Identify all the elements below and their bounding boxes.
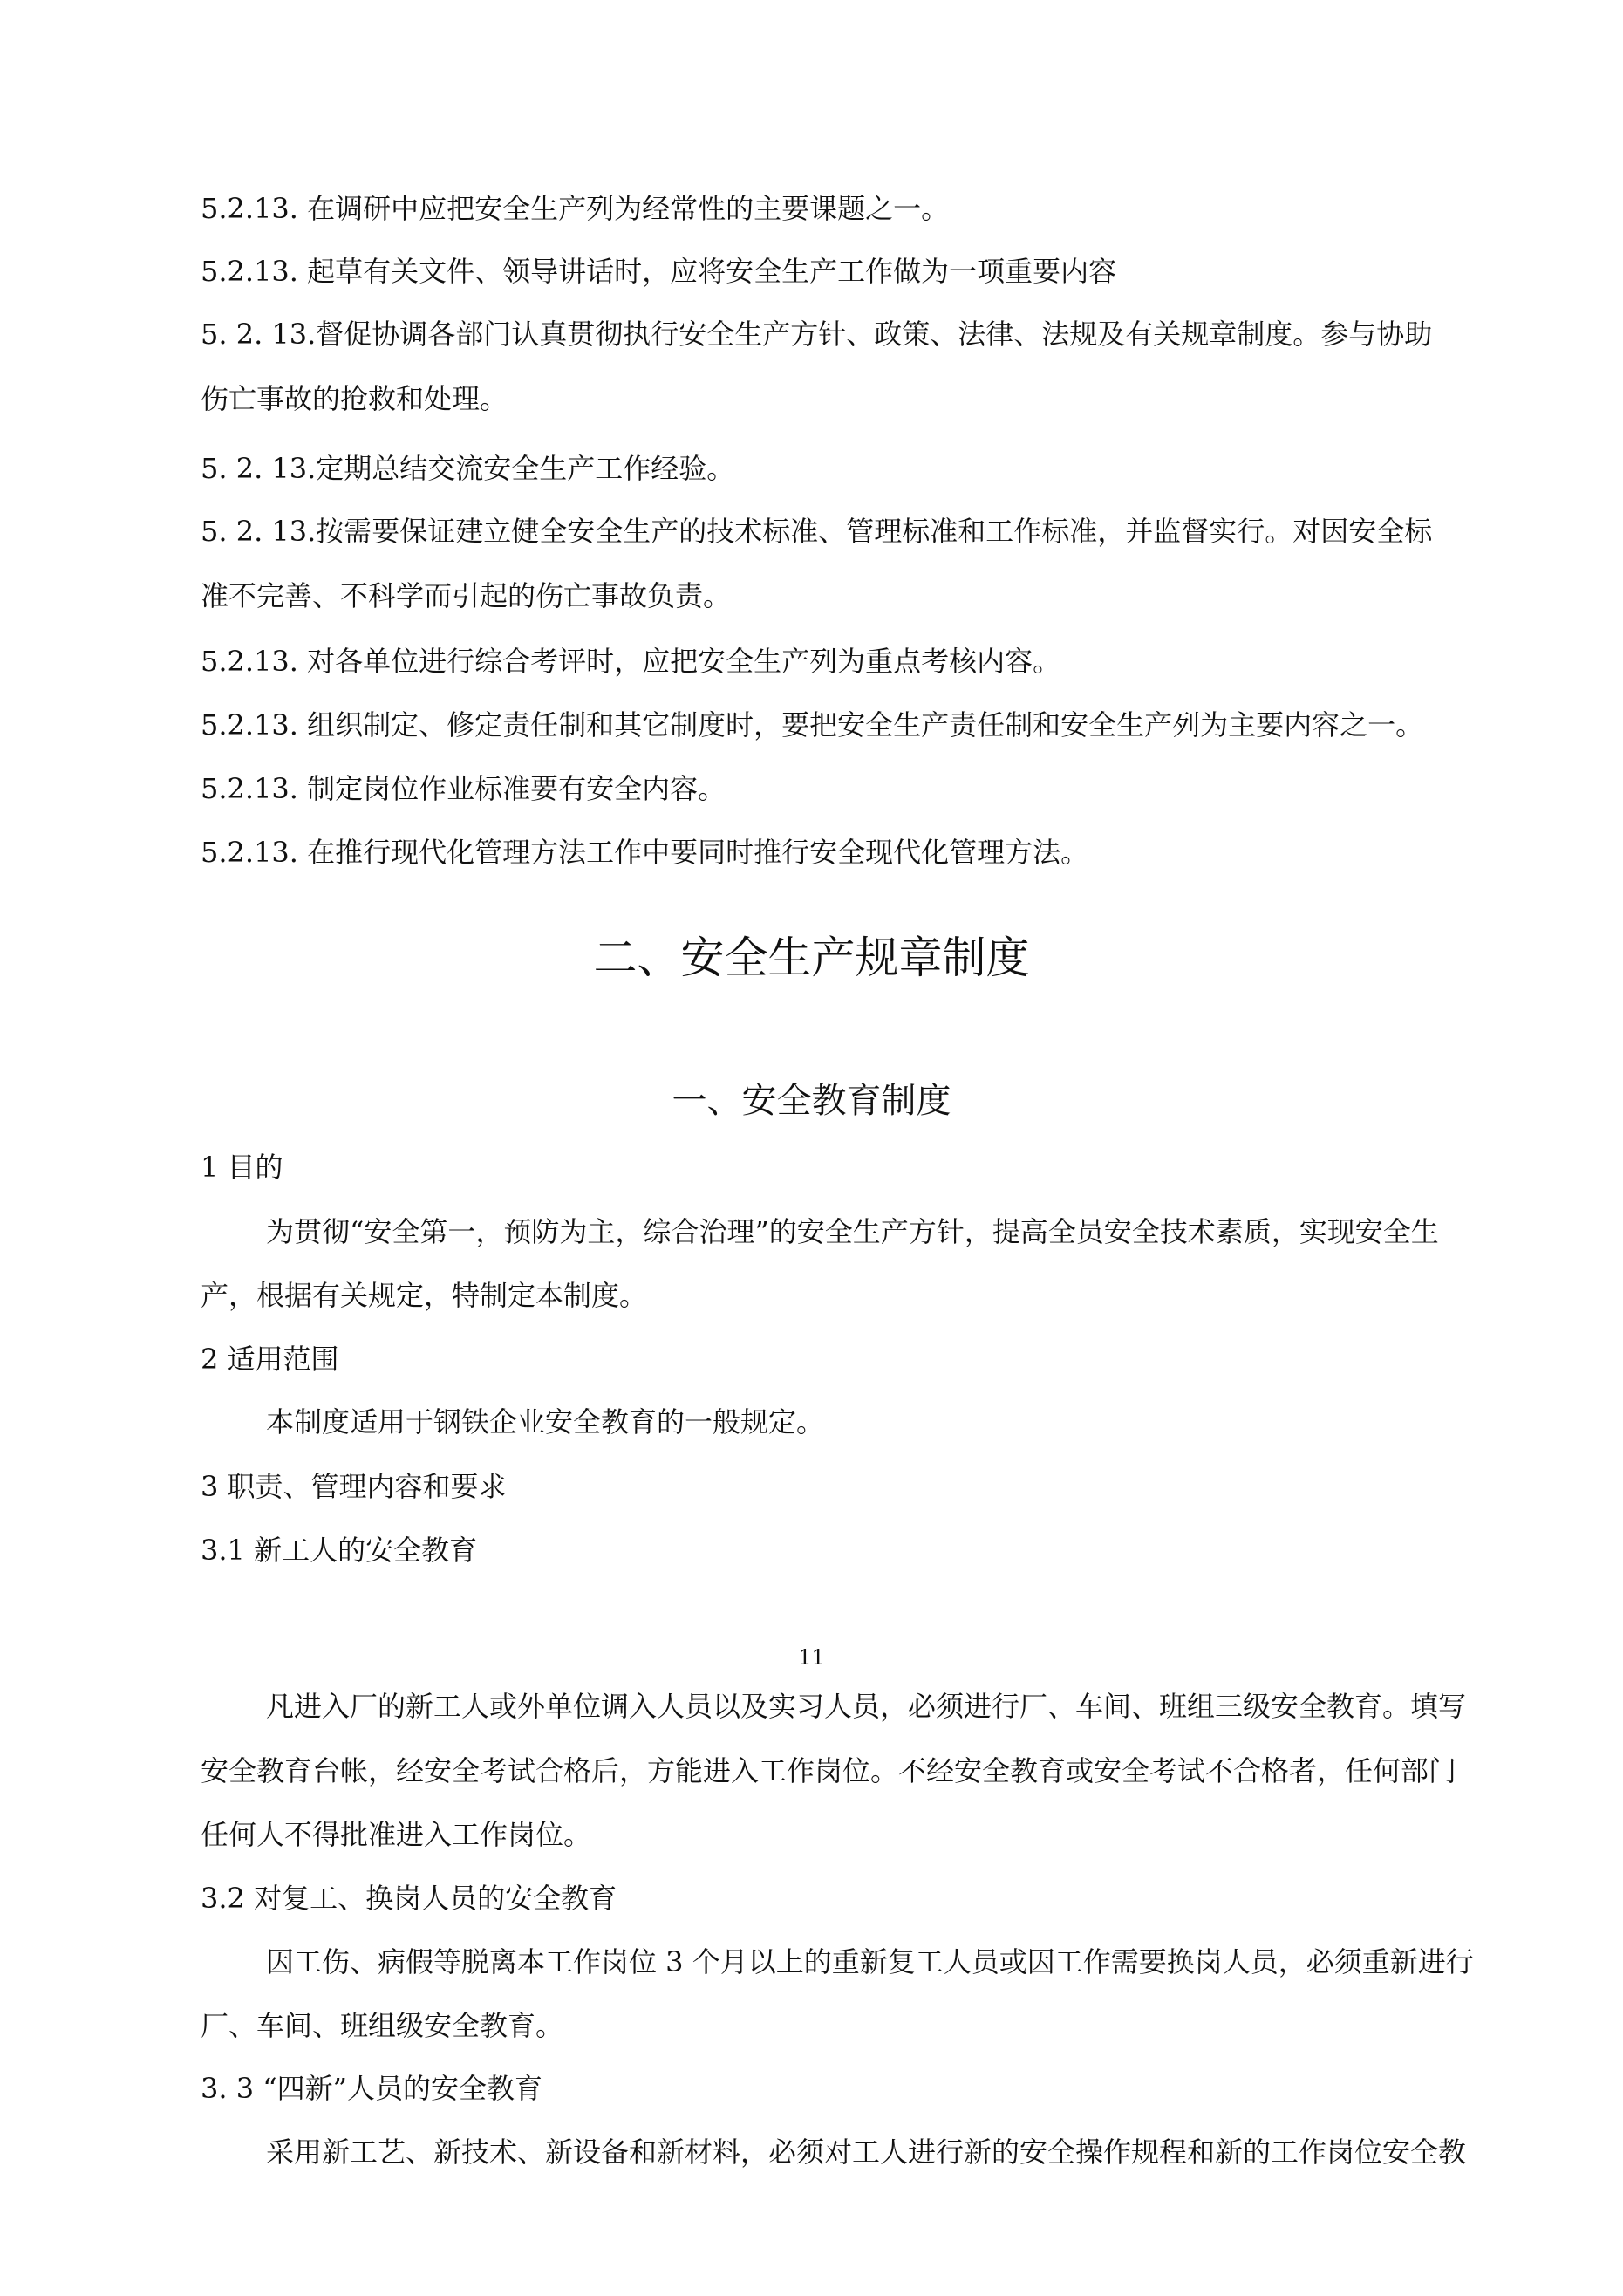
heading-line: 2 适用范围 bbox=[201, 1343, 339, 1376]
section-title: 一、安全教育制度 bbox=[672, 1081, 951, 1121]
clause-line: 5.2.13. 对各单位进行综合考评时，应把安全生产列为重点考核内容。 bbox=[201, 645, 1061, 678]
heading-line: 1 目的 bbox=[201, 1151, 283, 1184]
paragraph-line: 为贯彻“安全第一，预防为主，综合治理”的安全生产方针，提高全员安全技术素质，实现安全生 bbox=[266, 1215, 1439, 1248]
paragraph-line: 本制度适用于钢铁企业安全教育的一般规定。 bbox=[266, 1405, 825, 1438]
page-number: 11 bbox=[798, 1645, 825, 1670]
clause-line: 5. 2. 13.按需要保证建立健全安全生产的技术标准、管理标准和工作标准，并监督实行。对因安全标 bbox=[201, 515, 1433, 548]
clause-line: 5.2.13. 在推行现代化管理方法工作中要同时推行安全现代化管理方法。 bbox=[201, 836, 1089, 869]
clause-line: 5.2.13. 在调研中应把安全生产列为经常性的主要课题之一。 bbox=[201, 192, 950, 225]
clause-line: 5.2.13. 制定岗位作业标准要有安全内容。 bbox=[201, 772, 726, 805]
clause-line: 5.2.13. 起草有关文件、领导讲话时，应将安全生产工作做为一项重要内容 bbox=[201, 255, 1117, 288]
paragraph-line: 任何人不得批准进入工作岗位。 bbox=[201, 1818, 592, 1851]
paragraph-line: 安全教育台帐，经安全考试合格后，方能进入工作岗位。不经安全教育或安全考试不合格者，任何部门 bbox=[201, 1754, 1457, 1787]
paragraph-line: 因工伤、病假等脱离本工作岗位 3 个月以上的重新复工人员或因工作需要换岗人员，必须重新进行 bbox=[266, 1945, 1474, 1978]
paragraph-line: 采用新工艺、新技术、新设备和新材料，必须对工人进行新的安全操作规程和新的工作岗位安全教 bbox=[266, 2135, 1467, 2169]
chapter-title: 二、安全生产规章制度 bbox=[593, 933, 1030, 983]
heading-line: 3. 3 “四新”人员的安全教育 bbox=[201, 2072, 542, 2105]
clause-line: 伤亡事故的抢救和处理。 bbox=[201, 382, 508, 415]
heading-line: 3.1 新工人的安全教育 bbox=[201, 1534, 478, 1567]
paragraph-line: 凡进入厂的新工人或外单位调入人员以及实习人员，必须进行厂、车间、班组三级安全教育。填写 bbox=[266, 1690, 1467, 1723]
clause-line: 准不完善、不科学而引起的伤亡事故负责。 bbox=[201, 579, 732, 612]
paragraph-line: 产，根据有关规定，特制定本制度。 bbox=[201, 1279, 648, 1312]
clause-line: 5. 2. 13.督促协调各部门认真贯彻执行安全生产方针、政策、法律、法规及有关规章制度。参与协助 bbox=[201, 318, 1433, 351]
heading-line: 3.2 对复工、换岗人员的安全教育 bbox=[201, 1882, 617, 1915]
clause-line: 5. 2. 13.定期总结交流安全生产工作经验。 bbox=[201, 452, 735, 485]
clause-line: 5.2.13. 组织制定、修定责任制和其它制度时，要把安全生产责任制和安全生产列为主要内容之一。 bbox=[201, 708, 1424, 741]
heading-line: 3 职责、管理内容和要求 bbox=[201, 1470, 507, 1503]
paragraph-line: 厂、车间、班组级安全教育。 bbox=[201, 2009, 564, 2042]
